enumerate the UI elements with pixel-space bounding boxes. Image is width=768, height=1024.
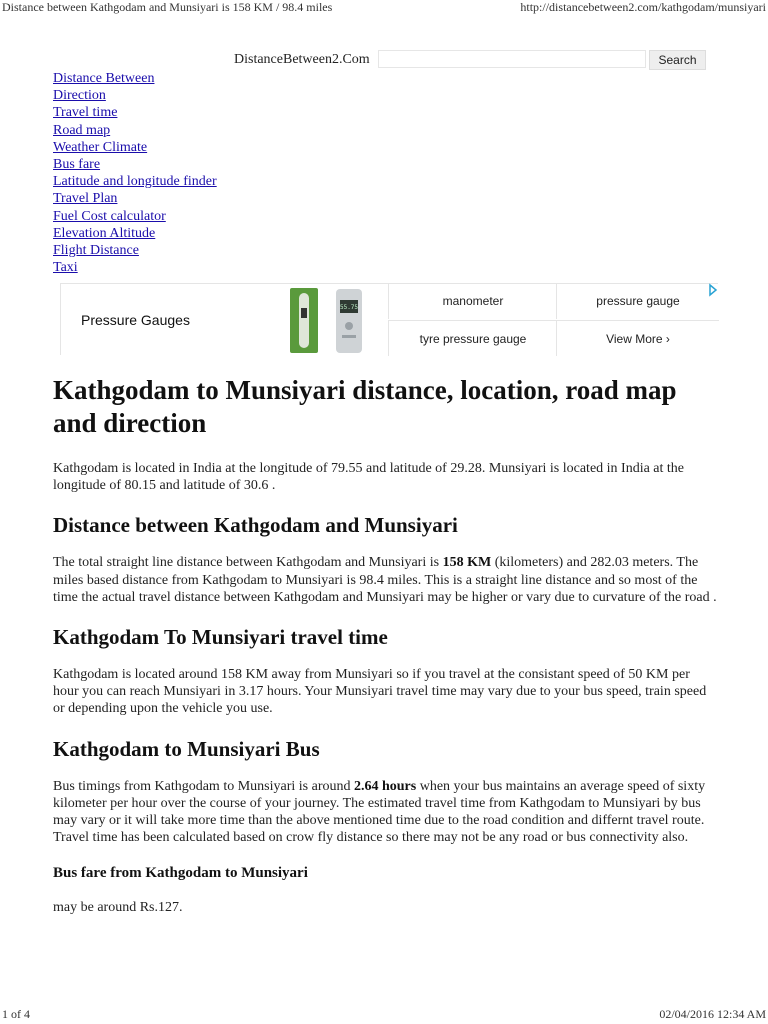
- print-footer-page: 1 of 4: [2, 1007, 30, 1021]
- travel-time-paragraph: Kathgodam is located around 158 KM away from Munsiyari so if you travel at the consistant speed of 50 KM per hour you can reach Munsiyari in 3.17 hours. Your Munsiyari travel time may vary due to your bus speed, train speed or depending upon the vehicle you use.: [53, 667, 707, 717]
- print-header-url: http://distancebetween2.com/kathgodam/munsiyari: [520, 0, 766, 14]
- nav-item: [53, 104, 217, 121]
- nav-item: [53, 139, 217, 156]
- ad-link-tyre-pressure-gauge[interactable]: tyre pressure gauge: [388, 320, 557, 356]
- gray-device-button: [345, 322, 353, 330]
- nav-item: [53, 156, 217, 173]
- nav-item: [53, 242, 217, 259]
- bus-text-after: when your bus maintains an average speed of sixty kilometer per hour over the course of your journey. The estimated travel time from Kathgodam to Munsiyari by bus may vary or it will take more time than the above mentioned time due to the road condition and differnt travel route. Travel time has been calculated based on crow fly distance so there may not be any road or bus connectivity also.: [53, 778, 706, 846]
- nav-item: [53, 122, 217, 139]
- distance-text-before: The total straight line distance between Kathgodam and Munsiyari is: [53, 555, 443, 571]
- distance-text-after: (kilometers) and 282.03 meters. The miles based distance from Kathgodam to Munsiyari is 98.4 miles. This is a straight line distance and so most of the time the actual travel distance between Kathgodam and Munsiyari may be higher or vary due to curvature of the road .: [53, 555, 717, 605]
- page-title: Kathgodam to Munsiyari distance, location, road map and direction: [53, 375, 677, 438]
- ad-banner: [60, 283, 718, 355]
- print-header-title: Distance between Kathgodam and Munsiyari is 158 KM / 98.4 miles: [2, 0, 333, 14]
- search-button[interactable]: Search: [649, 50, 706, 70]
- nav-item: [53, 173, 217, 190]
- ad-title[interactable]: Pressure Gauges: [81, 312, 190, 328]
- gray-device-button: [342, 335, 356, 338]
- article: [53, 374, 717, 935]
- nav-link-travel-time[interactable]: Travel time: [53, 105, 118, 121]
- ad-link-view-more[interactable]: View More ›: [556, 320, 719, 356]
- bus-heading: Kathgodam to Munsiyari Bus: [53, 736, 320, 761]
- nav-link-flight-distance[interactable]: Flight Distance: [53, 243, 139, 259]
- nav-link-distance-between[interactable]: Distance Between: [53, 71, 155, 86]
- nav-link-bus-fare[interactable]: Bus fare: [53, 157, 101, 173]
- search-input[interactable]: [378, 50, 646, 68]
- pressure-gauge-image[interactable]: [290, 288, 380, 353]
- nav-link-fuel-cost[interactable]: Fuel Cost calculator: [53, 208, 166, 224]
- bus-hours-value: 2.64 hours: [353, 778, 417, 794]
- nav-link-latlong-finder[interactable]: Latitude and longitude finder: [53, 174, 217, 190]
- ad-choices-icon[interactable]: [708, 283, 718, 297]
- travel-time-heading: Kathgodam To Munsiyari travel time: [53, 625, 388, 650]
- site-name[interactable]: DistanceBetween2.Com: [234, 52, 370, 67]
- nav-link-elevation[interactable]: Elevation Altitude: [53, 225, 156, 241]
- nav-menu: [53, 70, 217, 276]
- gray-device-body: [336, 289, 362, 353]
- bus-text-before: Bus timings from Kathgodam to Munsiyari is around: [53, 778, 354, 794]
- device-reading: 55.75: [339, 304, 359, 311]
- bus-fare-heading: Bus fare from Kathgodam to Munsiyari: [53, 865, 308, 882]
- top-bar: [0, 50, 768, 72]
- ad-link-pressure-gauge[interactable]: pressure gauge: [556, 283, 719, 319]
- nav-link-travel-plan[interactable]: Travel Plan: [53, 191, 118, 207]
- nav-item: [53, 87, 217, 104]
- nav-item: [53, 208, 217, 225]
- bus-fare-paragraph: may be around Rs.127.: [53, 900, 183, 916]
- nav-link-weather-climate[interactable]: Weather Climate: [53, 139, 148, 155]
- distance-km-value: 158 KM: [442, 555, 492, 571]
- green-device-body: [299, 293, 309, 348]
- nav-item: [53, 70, 217, 87]
- distance-heading: Distance between Kathgodam and Munsiyari: [53, 513, 458, 538]
- nav-link-road-map[interactable]: Road map: [53, 122, 111, 138]
- green-device-screen: [301, 308, 307, 318]
- nav-link-direction[interactable]: Direction: [53, 88, 106, 104]
- nav-item: [53, 259, 217, 276]
- ad-link-manometer[interactable]: manometer: [388, 283, 557, 319]
- intro-paragraph: Kathgodam is located in India at the longitude of 79.55 and latitude of 29.28. Munsiyari is located in India at the longitude of 80.15 and latitude of 30.6 .: [53, 461, 685, 494]
- distance-paragraph: [53, 554, 717, 606]
- print-footer-datetime: 02/04/2016 12:34 AM: [659, 1007, 766, 1021]
- nav-item: [53, 190, 217, 207]
- bus-paragraph: [53, 778, 717, 847]
- nav-link-taxi[interactable]: Taxi: [53, 260, 78, 276]
- nav-item: [53, 225, 217, 242]
